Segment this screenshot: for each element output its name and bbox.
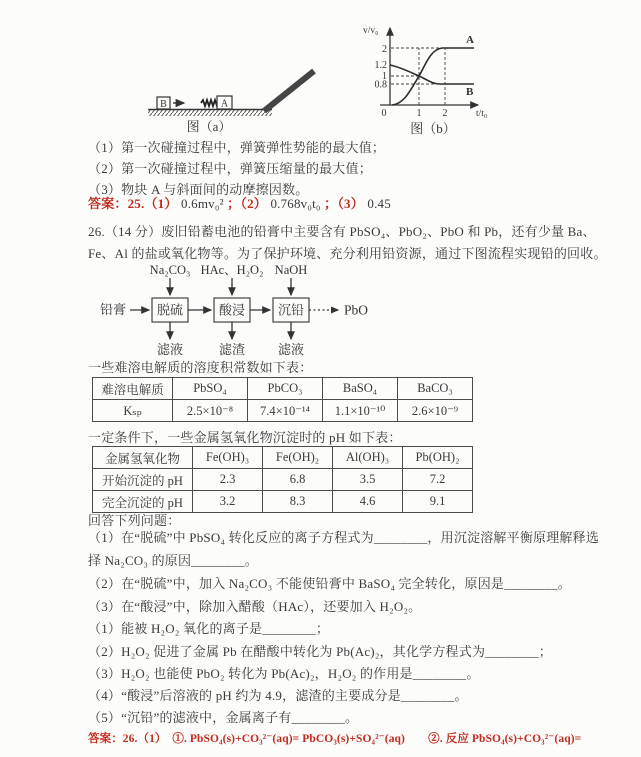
- q26-question-4: （4）“酸浸”后溶液的 pH 约为 4.9，滤渣的主要成分是________。: [88, 688, 468, 703]
- downstream-arrows: [170, 322, 291, 339]
- q25-answer-value-2: 0.768v₀t₀: [270, 196, 321, 211]
- q25-item-3: （3）物块 A 与斜面间的动摩擦因数。: [88, 182, 309, 197]
- ksp-header-1: PbSO₄: [173, 378, 248, 400]
- ph-row2-v3: 4.6: [333, 491, 403, 513]
- step-label-chenqian: 沉铅: [277, 302, 305, 318]
- q26-question-3-1: （1）能被 H₂O₂ 氧化的离子是________；: [88, 621, 330, 636]
- y-tick-1: 1: [382, 71, 387, 82]
- ph-row2-label: 完全沉淀的 pH: [93, 491, 193, 513]
- ph-row1-v3: 3.5: [333, 469, 403, 491]
- q25-answer-sep-3: ；（3）: [324, 196, 364, 211]
- q26-question-3: （3）在“酸浸”中，除加入醋酸（HAc），还要加入 H₂O₂。: [88, 599, 422, 614]
- ksp-value-1: 2.5×10⁻⁸: [173, 400, 248, 422]
- q25-answer-value-3: 0.45: [367, 196, 391, 211]
- ph-row1-v4: 7.2: [403, 469, 473, 491]
- step-label-tuoliu: 脱硫: [156, 302, 184, 318]
- curve-a: [392, 48, 474, 105]
- y-tick-0-8: 0.8: [374, 79, 387, 91]
- table-row: [93, 378, 473, 400]
- ksp-row-label: Kₛₚ: [93, 400, 173, 422]
- block-b-label: B: [160, 99, 167, 110]
- ph-row2-v2: 8.3: [263, 491, 333, 513]
- q25-item-2: （2）第一次碰撞过程中，弹簧压缩量的最大值；: [88, 161, 372, 176]
- ground-hatching: [148, 110, 272, 116]
- reagent-naoh: NaOH: [274, 263, 308, 277]
- y-tick-2: 2: [382, 44, 387, 55]
- table-row: [93, 400, 473, 422]
- table-row: [93, 469, 473, 491]
- ph-row1-v1: 2.3: [193, 469, 263, 491]
- table-row: [93, 491, 473, 513]
- q26-question-3-3: （3）H₂O₂ 也能使 PbO₂ 转化为 Pb(Ac)₂，H₂O₂ 的作用是________。: [88, 666, 480, 681]
- ksp-header-2: PbCO₃: [248, 378, 323, 400]
- q26-question-2: （2）在“脱硫”中，加入 Na₂CO₃ 不能使铅膏中 BaSO₄ 完全转化，原因是________。: [88, 576, 571, 591]
- ph-header-2: Fe(OH)₂: [263, 447, 333, 469]
- q26-answer-line: 答案：26.（1） ①. PbSO₄(s)+CO₃²⁻(aq)= PbCO₃(s)+SO₄²⁻(aq) ②. 反应 PbSO₄(s)+CO₃²⁻(aq)=: [88, 733, 582, 745]
- ph-table: [92, 446, 473, 513]
- x-tick-2: 2: [442, 108, 448, 119]
- q26-question-3-2: （2）H₂O₂ 促进了金属 Pb 在醋酸中转化为 Pb(Ac)₂，其化学方程式为________；: [88, 644, 552, 659]
- downstream-lvye-2: 滤液: [277, 342, 305, 357]
- figure-a-diagram: [140, 18, 355, 138]
- downstream-lvzha: 滤渣: [218, 342, 246, 357]
- ksp-value-2: 7.4×10⁻¹⁴: [248, 400, 323, 422]
- q25-item-1: （1）第一次碰撞过程中，弹簧弹性势能的最大值；: [88, 140, 386, 155]
- q26-intro-line-2: Fe、Al 的盐或氧化物等。为了保护环境、充分利用铅资源，通过下图流程实现铅的回收。: [88, 246, 607, 261]
- ph-header-0: 金属氢氧化物: [93, 447, 193, 469]
- curve-b: [390, 65, 474, 84]
- ph-row1-v2: 6.8: [263, 469, 333, 491]
- ph-header-3: Al(OH)₃: [333, 447, 403, 469]
- x-tick-0: 0: [381, 108, 387, 119]
- figure-b-caption: 图（b）: [410, 121, 456, 136]
- q26-prompt: 回答下列问题：: [88, 513, 181, 528]
- ksp-header-3: BaSO₄: [323, 378, 398, 400]
- block-a-label: A: [220, 98, 229, 110]
- ph-table-caption: 一定条件下，一些金属氢氧化物沉淀时的 pH 如下表：: [88, 430, 402, 445]
- table-row: [93, 447, 473, 469]
- spring-icon: [201, 100, 218, 106]
- ph-row2-v1: 3.2: [193, 491, 263, 513]
- ksp-header-0: 难溶电解质: [93, 378, 173, 400]
- process-flow-diagram: [88, 262, 398, 360]
- ksp-header-4: BaCO₃: [398, 378, 473, 400]
- flow-input-label: 铅膏: [99, 302, 127, 317]
- q26-question-1a: （1）在“脱硫”中 PbSO₄ 转化反应的离子方程式为________，用沉淀溶解平衡原理解释选: [88, 530, 600, 545]
- x-axis-label: t/t₀: [476, 109, 488, 119]
- ksp-value-3: 1.1×10⁻¹⁰: [323, 400, 398, 422]
- product-label: PbO: [344, 302, 369, 318]
- downstream-lvye-1: 滤液: [156, 342, 184, 357]
- x-tick-1: 1: [416, 108, 422, 119]
- q25-answer-line: [88, 196, 391, 212]
- figure-a-caption: 图（a）: [186, 119, 232, 134]
- reagent-na2co3: Na₂CO₃: [149, 263, 191, 277]
- curve-a-label: A: [466, 34, 474, 46]
- ph-header-4: Pb(OH)₂: [403, 447, 473, 469]
- step-label-suanjin: 酸浸: [218, 302, 246, 318]
- figure-b-chart: [360, 12, 518, 140]
- q25-answer-value-1: 0.6mv₀²: [181, 196, 224, 211]
- ksp-table: [92, 377, 473, 422]
- y-axis-label: v/v₀: [363, 26, 379, 36]
- q25-answer-sep-2: ；（2）: [227, 196, 267, 211]
- ph-header-1: Fe(OH)₃: [193, 447, 263, 469]
- ph-row1-label: 开始沉淀的 pH: [93, 469, 193, 491]
- ksp-table-caption: 一些难溶电解质的溶度积常数如下表：: [88, 360, 313, 375]
- q25-answer-label: 答案：25.（1）: [88, 196, 178, 211]
- ph-row2-v4: 9.1: [403, 491, 473, 513]
- ksp-value-4: 2.6×10⁻⁹: [398, 400, 473, 422]
- y-tick-1-2: 1.2: [374, 60, 387, 71]
- q26-question-5: （5）“沉铅”的滤液中，金属离子有________。: [88, 710, 359, 725]
- incline-surface: [264, 71, 314, 111]
- curve-b-label: B: [466, 86, 474, 98]
- reagent-arrows: [170, 278, 291, 295]
- q26-question-1b: 择 Na₂CO₃ 的原因________。: [88, 553, 258, 568]
- q26-intro-line-1: 26.（14 分）废旧铅蓄电池的铅膏中主要含有 PbSO₄、PbO₂、PbO 和 Pb，还有少量 Ba、: [88, 224, 596, 239]
- reagent-hac-h2o2: HAc、H₂O₂: [200, 263, 264, 277]
